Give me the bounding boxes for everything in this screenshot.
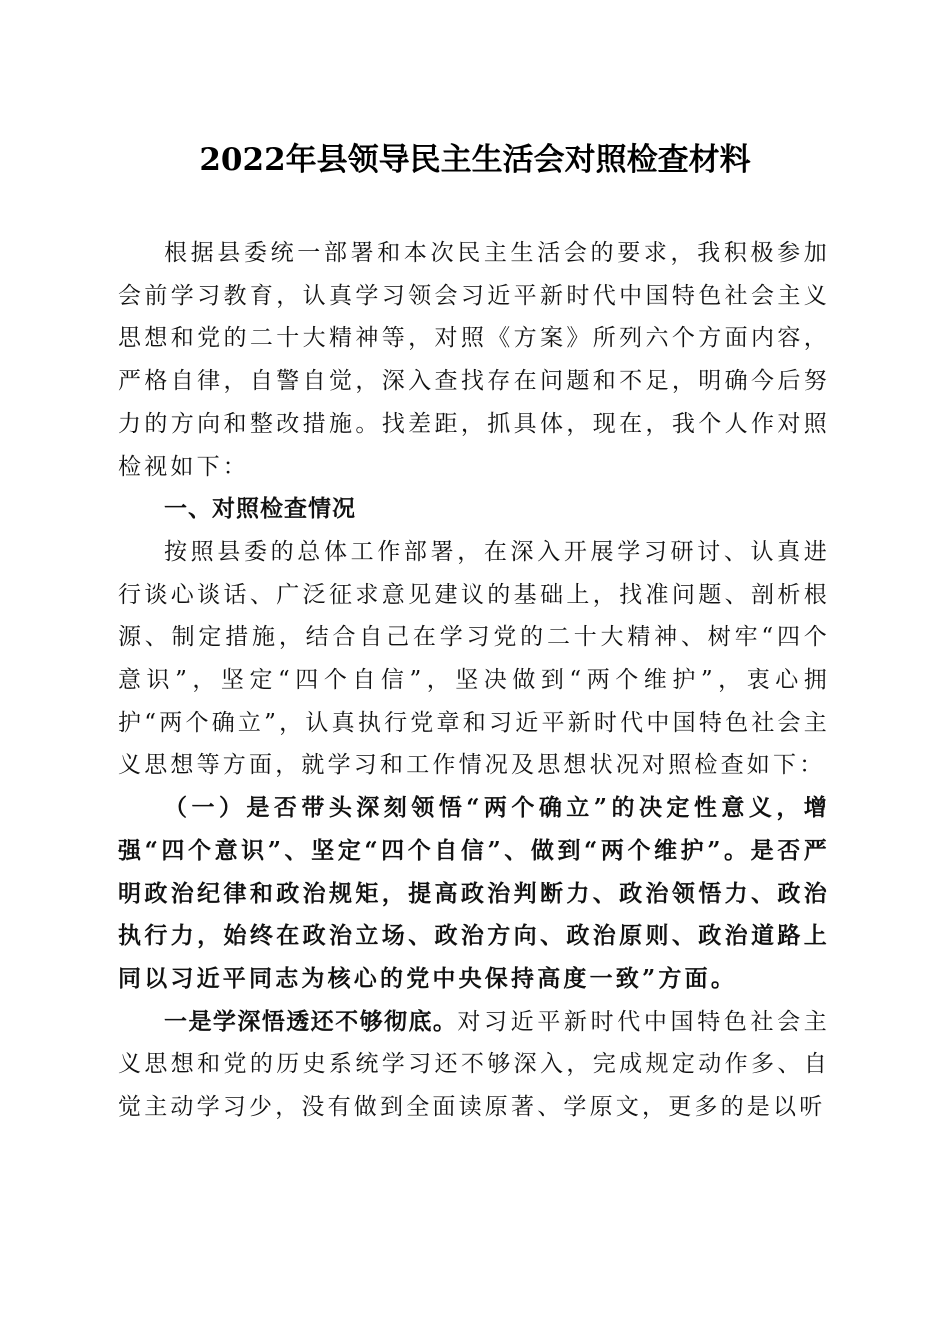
- subsection-1-heading: （一）是否带头深刻领悟“两个确立”的决定性意义，增强“四个意识”、坚定“四个自信”、做到“两个维护”。是否严明政治纪律和政治规矩，提高政治判断力、政治领悟力、政治执行力，始终在政治立场、政治方向、政治原则、政治道路上同以习近平同志为核心的党中央保持高度一致”方面。: [118, 794, 830, 992]
- point-1-body: 对习近平新时代中国特色社会主义思想和党的历史系统学习还不够深入，完成规定动作多、自觉主动学习少，没有做到全面读原著、学原文，更多的是以听: [118, 1008, 830, 1121]
- point-1-lead: 一是学深悟透还不够彻底。: [164, 1008, 458, 1035]
- document-title: 2022年县领导民主生活会对照检查材料: [199, 142, 751, 178]
- intro-paragraph: 根据县委统一部署和本次民主生活会的要求，我积极参加会前学习教育，认真学习领会习近平新时代中国特色社会主义思想和党的二十大精神等，对照《方案》所列六个方面内容，严格自律，自警自觉，深入查找存在问题和不足，明确今后努力的方向和整改措施。找差距，抓具体，现在，我个人作对照检视如下：: [118, 240, 830, 480]
- section-heading-1: 一、对照检查情况: [164, 496, 356, 523]
- section1-paragraph: 按照县委的总体工作部署，在深入开展学习研讨、认真进行谈心谈话、广泛征求意见建议的基础上，找准问题、剖析根源、制定措施，结合自己在学习党的二十大精神、树牢“四个意识”，坚定“四个自信”，坚决做到“两个维护”，衷心拥护“两个确立”，认真执行党章和习近平新时代中国特色社会主义思想等方面，就学习和工作情况及思想状况对照检查如下：: [118, 538, 830, 779]
- document-body: [118, 232, 830, 1129]
- point-1-paragraph: [118, 1001, 830, 1129]
